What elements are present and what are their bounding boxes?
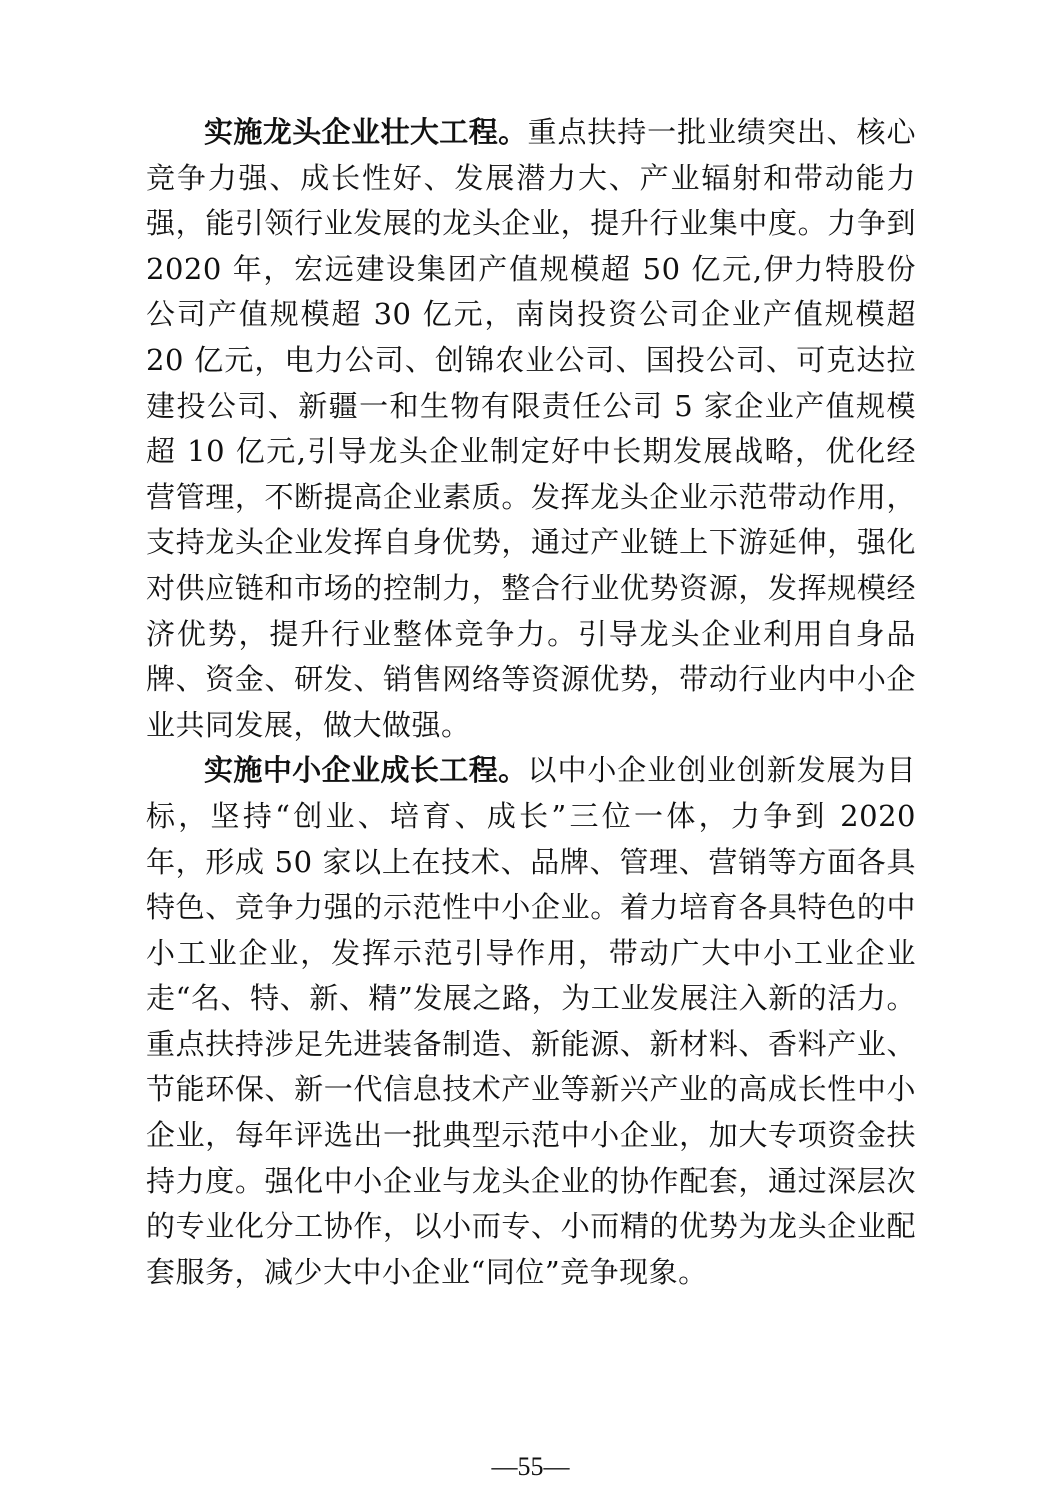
paragraph-leading-enterprises [146, 110, 916, 748]
paragraph-text: 重点扶持一批业绩突出、核心竞争力强、成长性好、发展潜力大、产业辐射和带动能力强，能引领行业发展的龙头企业，提升行业集中度。力争到 2020 年，宏远建设集团产值规模超 50 亿元,伊力特股份公司产值规模超 30 亿元，南岗投资公司企业产值规模超 20 亿元，电力公司、创锦农业公司、国投公司、可克达拉建投公司、新疆一和生物有限责任公司 5 家企业产值规模超 10 亿元,引导龙头企业制定好中长期发展战略，优化经营管理，不断提高企业素质。发挥龙头企业示范带动作用，支持龙头企业发挥自身优势，通过产业链上下游延伸，强化对供应链和市场的控制力，整合行业优势资源，发挥规模经济优势，提升行业整体竞争力。引导龙头企业利用自身品牌、资金、研发、销售网络等资源优势，带动行业内中小企业共同发展，做大做强。 [146, 115, 916, 742]
paragraph-heading: 实施龙头企业壮大工程。 [204, 115, 528, 149]
paragraph-heading: 实施中小企业成长工程。 [204, 753, 528, 788]
paragraph-sme-growth [146, 748, 916, 1295]
paragraph-text: 以中小企业创业创新发展为目标，坚持“创业、培育、成长”三位一体，力争到 2020 年，形成 50 家以上在技术、品牌、管理、营销等方面各具特色、竞争力强的示范性中小企业。着力培育各具特色的中小工业企业，发挥示范引导作用，带动广大中小工业企业走“名、特、新、精”发展之路，为工业发展注入新的活力。重点扶持涉足先进装备制造、新能源、新材料、香料产业、节能环保、新一代信息技术产业等新兴产业的高成长性中小企业，每年评选出一批典型示范中小企业，加大专项资金扶持力度。强化中小企业与龙头企业的协作配套，通过深层次的专业化分工协作，以小而专、小而精的优势为龙头企业配套服务，减少大中小企业“同位”竞争现象。 [146, 753, 916, 1289]
page-number: —55— [491, 1452, 570, 1481]
document-body [146, 110, 916, 1295]
